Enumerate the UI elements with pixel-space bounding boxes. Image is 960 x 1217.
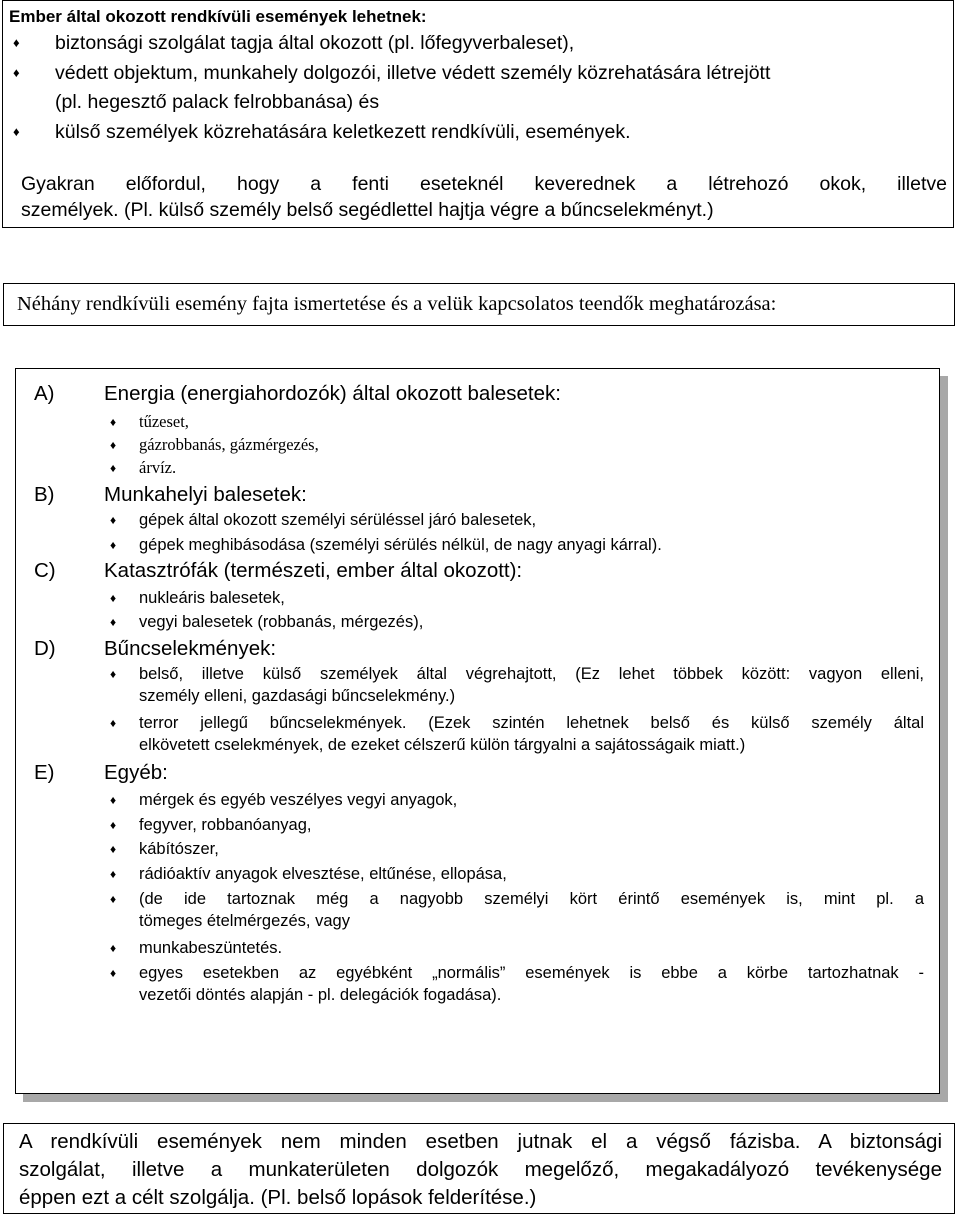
footer-line: A rendkívüli események nem minden esetben jutnak el a végső fázisba. A biztonsági xyxy=(19,1130,942,1153)
diamond-bullet-icon: ♦ xyxy=(110,415,117,429)
diamond-bullet-icon: ♦ xyxy=(110,818,117,832)
diamond-bullet-icon: ♦ xyxy=(110,615,117,629)
diamond-bullet-icon: ♦ xyxy=(110,842,117,856)
diamond-bullet-icon: ♦ xyxy=(13,35,20,50)
categories-panel: A) Energia (energiahordozók) által okozott balesetek: ♦ tűzeset, ♦ gázrobbanás, gázmérgezés, ♦ árvíz. B) Munkahelyi balesetek: ♦ gépek által okozott személyi sérüléssel járó balesetek, ♦ gépek meghibásodása (személyi sérülés nélkül, de nagy anyagi kárral). C) Katasztrófák (természeti, ember által okozott): ♦ nukleáris balesetek, ♦ vegyi balesetek (robbanás, mérgezés), D) Bűncselekmények: ♦ belső, illetve külső személyek által végrehajtott, (Ez lehet többek között: vagyon elleni, személy elleni, gazdasági bűncselekmény.) ♦ terror jellegű bűncselekmények. (Ezek szintén lehetnek belső és külső személy által elkövetett cselekmények, de ezeket célszerű külön tárgyalni a sajátosságaik miatt.) E) Egyéb: ♦ mérgek és egyéb veszélyes vegyi anyagok, ♦ fegyver, robbanóanyag, ♦ kábítószer, ♦ rádióaktív anyagok elvesztése, eltűnése, ellopása, ♦ (de ide tartoznak még a nagyobb személyi kört érintő események is, mint pl. a tömeges ételmérgezés, vagy ♦ munkabeszüntetés. ♦ egyes esetekben az egyébként „normális” események is ebbe a körbe tartozhatnak - vezetői döntés alapján - pl. delegációk fogadása). xyxy=(15,368,940,1094)
intro-paragraph: Gyakran előfordul, hogy a fenti eseteknél keverednek a létrehozó okok, illetve személyek. (Pl. külső személy belső segédlettel hajtja végre a bűncselekményt.) xyxy=(21,173,947,221)
diamond-bullet-icon: ♦ xyxy=(110,867,117,881)
diamond-bullet-icon: ♦ xyxy=(13,65,20,80)
footer-line: szolgálat, illetve a munkaterületen dolgozók megelőző, megakadályozó tevékenysége xyxy=(19,1158,942,1181)
intro-box: Ember által okozott rendkívüli események lehetnek: ♦ biztonsági szolgálat tagja által okozott (pl. lőfegyverbaleset), ♦ védett objektum, munkahely dolgozói, illetve védett személy közrehatására létrejött (pl. hegesztő palack felrobbanása) és ♦ külső személyek közrehatására keletkezett rendkívüli, események. Gyakran előfordul, hogy a fenti eseteknél keverednek a létrehozó okok, illetve személyek. (Pl. külső személy belső segédlettel hajtja végre a bűncselekményt.) xyxy=(2,0,954,228)
subtitle: Néhány rendkívüli esemény fajta ismertetése és a velük kapcsolatos teendők meghatározása: xyxy=(17,293,777,315)
diamond-bullet-icon: ♦ xyxy=(110,538,117,552)
diamond-bullet-icon: ♦ xyxy=(110,716,117,730)
diamond-bullet-icon: ♦ xyxy=(110,966,117,980)
diamond-bullet-icon: ♦ xyxy=(110,591,117,605)
diamond-bullet-icon: ♦ xyxy=(110,461,117,475)
subtitle-box xyxy=(3,283,955,326)
diamond-bullet-icon: ♦ xyxy=(110,793,117,807)
diamond-bullet-icon: ♦ xyxy=(110,667,117,681)
footer-line: éppen ezt a célt szolgálja. (Pl. belső lopások felderítése.) xyxy=(19,1186,537,1209)
diamond-bullet-icon: ♦ xyxy=(110,892,117,906)
footer-box xyxy=(3,1123,955,1214)
diamond-bullet-icon: ♦ xyxy=(110,513,117,527)
diamond-bullet-icon: ♦ xyxy=(110,941,117,955)
diamond-bullet-icon: ♦ xyxy=(13,124,20,139)
diamond-bullet-icon: ♦ xyxy=(110,438,117,452)
categories-box xyxy=(15,368,940,1094)
intro-heading: Ember által okozott rendkívüli események lehetnek: xyxy=(9,7,427,26)
